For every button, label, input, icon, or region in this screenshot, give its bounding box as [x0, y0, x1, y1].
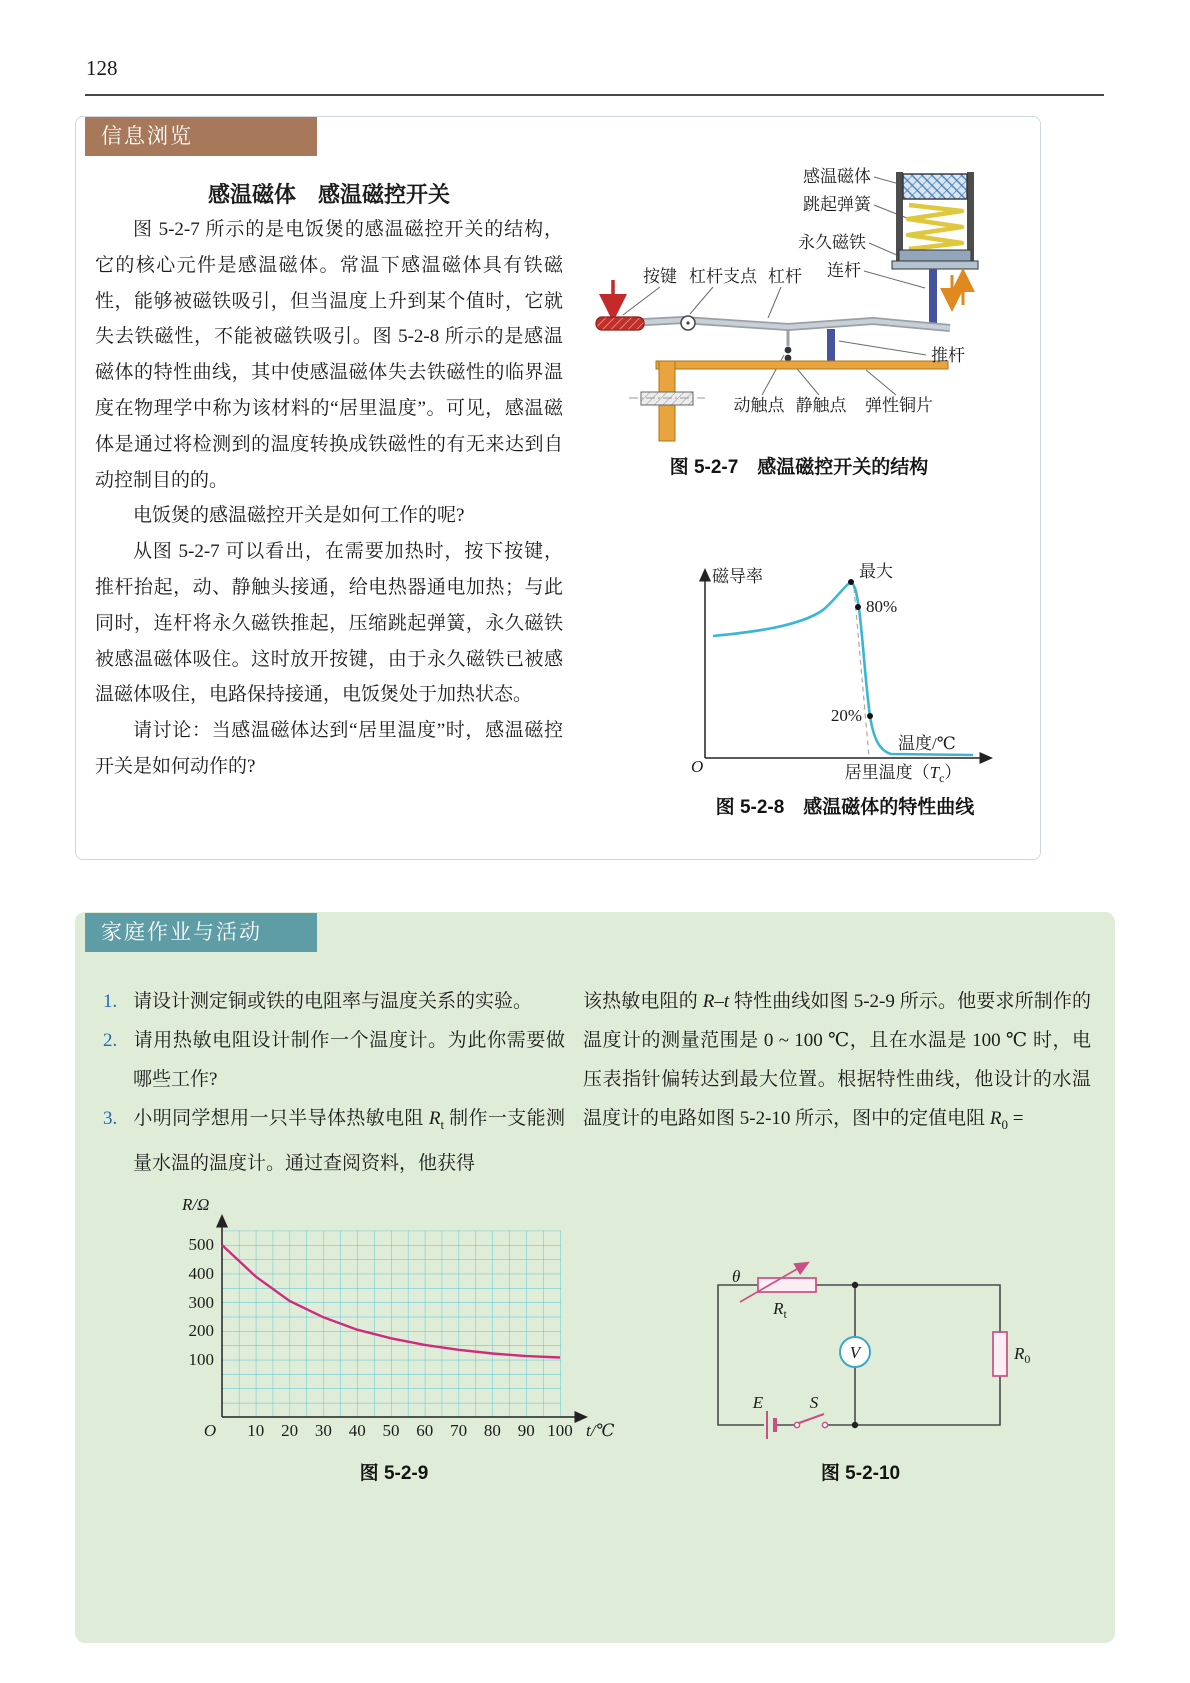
label-moving-contact: 动触点	[733, 396, 785, 415]
paragraph: 请讨论：当感温磁体达到“居里温度”时，感温磁控开关是如何动作的?	[95, 720, 563, 777]
annotation-80: 80%	[866, 597, 898, 616]
max-point	[848, 579, 854, 585]
symbol-R-sub: 0	[1001, 1116, 1009, 1132]
homework-badge: 家庭作业与活动	[85, 913, 317, 952]
x-tick: 100	[547, 1421, 573, 1440]
paragraph-text: 特性曲线如图 5-2-9 所示。他要求所制作的温度计的测量范围是 0 ~ 100 ℃，且在水温是 100 ℃ 时，电压表指针偏转达到最大位置。根据特性曲线，他设计的水温温度计的电路如图 5-2-10 所示，图中的定值电阻	[583, 991, 1091, 1129]
thermo-magnet-box	[903, 174, 967, 199]
figure-5-2-7-diagram	[563, 148, 1035, 450]
info-text-column	[95, 212, 563, 785]
y-axis-label: 磁导率	[712, 567, 763, 586]
label-battery: E	[752, 1393, 764, 1412]
header-rule	[85, 94, 1104, 96]
spring-coil	[908, 205, 962, 249]
figure-5-2-10-caption: 图 5-2-10	[820, 1463, 901, 1484]
figure-5-2-9-caption: 图 5-2-9	[359, 1463, 429, 1484]
x-tick: 90	[517, 1421, 535, 1440]
label-theta: θ	[732, 1267, 741, 1286]
item-text: 请用热敏电阻设计制作一个温度计。为此你需要做哪些工作?	[133, 1030, 565, 1090]
label-fulcrum: 杠杆支点	[689, 267, 757, 286]
copper-strip-bar	[656, 361, 948, 369]
item-number: 1.	[103, 991, 118, 1012]
x-tick: 30	[314, 1421, 332, 1440]
paragraph: 从图 5-2-7 可以看出，在需要加热时，按下按键，推杆抬起，动、静触头接通，给电热器通电加热；与此同时，连杆将永久磁铁推起，压缩跳起弹簧，永久磁铁被感温磁体吸住。这时放开按键，由于永久磁铁已被感温磁体吸住，电路保持接通，电饭煲处于加热状态。	[95, 541, 563, 706]
paragraph-text: =	[1008, 1108, 1024, 1129]
node-dot	[852, 1282, 858, 1288]
homework-item-2	[103, 1021, 565, 1099]
page-number: 128	[86, 56, 118, 80]
label-lever: 杠杆	[768, 267, 802, 286]
figure-5-2-8-caption: 图 5-2-8 感温磁体的特性曲线	[715, 797, 975, 818]
x-axis-label: t/℃	[586, 1421, 615, 1440]
lever-assembly	[596, 280, 950, 353]
item-number: 2.	[103, 1030, 118, 1051]
y-tick: 200	[188, 1321, 214, 1340]
annotation-20: 20%	[830, 706, 862, 725]
info-badge: 信息浏览	[85, 117, 317, 156]
label-button: 按键	[643, 267, 677, 286]
push-rod	[827, 329, 835, 363]
origin-label: O	[203, 1421, 217, 1440]
label-push-rod: 推杆	[931, 346, 965, 365]
symbol-R-sub: t	[440, 1116, 445, 1132]
item-text: 请设计测定铜或铁的电阻率与温度关系的实验。	[133, 991, 533, 1012]
homework-item-3	[103, 1099, 565, 1183]
homework-left-column	[103, 982, 565, 1183]
battery	[767, 1411, 775, 1439]
annotation-max: 最大	[859, 562, 893, 581]
label-switch: S	[809, 1393, 819, 1412]
symbol-R: R	[989, 1108, 1002, 1129]
resistor-r0	[993, 1332, 1007, 1376]
y-tick: 100	[188, 1350, 214, 1369]
label-r0: $R_0$	[1014, 1344, 1031, 1366]
paragraph-text: 该热敏电阻的	[583, 991, 703, 1012]
label-thermo-magnet: 感温磁体	[803, 167, 871, 186]
y-tick: 500	[188, 1235, 214, 1254]
symbol-Rt-curve: R–t	[702, 991, 730, 1012]
origin-label: O	[691, 757, 704, 776]
figure-5-2-7-caption: 图 5-2-7 感温磁控开关的结构	[669, 457, 929, 478]
label-spring: 跳起弹簧	[803, 195, 871, 214]
x-tick: 80	[483, 1421, 501, 1440]
figure-5-2-10-circuit	[688, 1252, 1033, 1447]
x-tick: 70	[450, 1421, 468, 1440]
label-copper-strip: 弹性铜片	[865, 396, 933, 415]
node-dot	[852, 1422, 858, 1428]
x-tick: 50	[382, 1421, 400, 1440]
grid	[222, 1231, 561, 1418]
magnet-assembly	[892, 172, 978, 326]
x-axis-label: 温度/℃	[898, 734, 956, 753]
paragraph: 图 5-2-7 所示的是电饭煲的感温磁控开关的结构，它的核心元件是感温磁体。常温下感温磁体具有铁磁性，能够被磁铁吸引，但当温度上升到某个值时，它就失去铁磁性，不能被磁铁吸引。图 5-2-8 所示的是感温磁体的特性曲线，其中使感温磁体失去铁磁性的临界温度在物理学中称为该材料的“居里温度”。可见，感温磁体是通过将检测到的温度转换成铁磁性的有无来达到自动控制目的的。	[95, 219, 563, 491]
label-voltmeter: V	[849, 1343, 861, 1362]
info-title: 感温磁体 感温磁控开关	[207, 182, 450, 207]
p80-point	[855, 604, 861, 610]
symbol-R: R	[428, 1108, 441, 1129]
figure-5-2-9-chart	[158, 1188, 630, 1450]
y-tick: 400	[188, 1264, 214, 1283]
figure-5-2-8-chart	[655, 548, 1035, 786]
homework-item-1	[103, 982, 565, 1021]
homework-right-column	[583, 982, 1091, 1144]
y-tick: 300	[188, 1293, 214, 1312]
label-permanent-magnet: 永久磁铁	[798, 233, 866, 252]
press-button	[596, 317, 644, 330]
label-static-contact: 静触点	[795, 396, 847, 415]
curie-temperature-label: 居里温度$(T_c)$	[844, 763, 962, 785]
x-tick: 40	[348, 1421, 366, 1440]
paragraph: 电饭煲的感温磁控开关是如何工作的呢?	[133, 505, 465, 527]
switch	[794, 1414, 827, 1428]
magnet-base-plate	[892, 261, 978, 269]
label-rt: $R_t$	[773, 1299, 787, 1321]
x-tick: 60	[416, 1421, 434, 1440]
item-text: 制作一支能测量水温的温度计。通过查阅资料，他获得	[133, 1108, 565, 1174]
item-text: 小明同学想用一只半导体热敏电阻	[133, 1108, 429, 1129]
item-number: 3.	[103, 1108, 118, 1129]
x-tick: 20	[281, 1421, 299, 1440]
permanent-magnet-slab	[899, 250, 971, 262]
y-axis-label: R/Ω	[182, 1195, 210, 1214]
p20-point	[867, 713, 873, 719]
thermistor	[740, 1265, 816, 1302]
label-link-rod: 连杆	[827, 261, 861, 280]
x-tick: 10	[247, 1421, 265, 1440]
static-contact-dot	[785, 355, 792, 362]
connecting-rod	[929, 269, 937, 326]
moving-contact-dot	[785, 347, 792, 354]
permeability-curve	[713, 582, 973, 755]
